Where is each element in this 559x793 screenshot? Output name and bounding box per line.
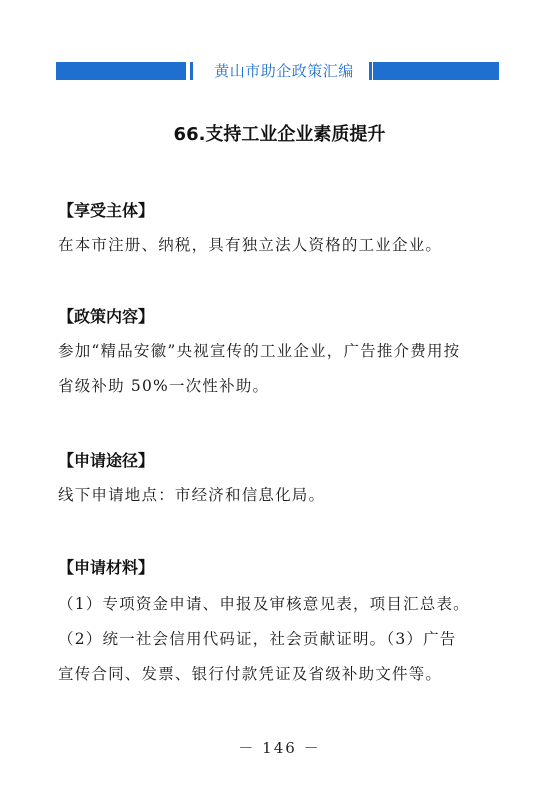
- header-divider-right: [369, 62, 372, 80]
- paragraph-line: 宣传合同、发票、银行付款凭证及省级补助文件等。: [58, 665, 443, 683]
- section-heading-beneficiary: 【享受主体】: [58, 201, 155, 220]
- paragraph-line: （2）统一社会信用代码证，社会贡献证明。（3）广告: [58, 630, 457, 648]
- paragraph-line: （1）专项资金申请、申报及审核意见表，项目汇总表。: [58, 595, 470, 613]
- header-divider-left: [190, 62, 193, 80]
- section-body-policy: [58, 334, 503, 404]
- section-heading-channel: 【申请途径】: [58, 451, 155, 470]
- section-heading-materials: 【申请材料】: [58, 558, 155, 577]
- header-title: 黄山市助企政策汇编: [214, 62, 354, 80]
- header-bar-right: [373, 62, 499, 80]
- section-heading-policy: 【政策内容】: [58, 307, 155, 326]
- document-header: [56, 62, 499, 80]
- paragraph-line: 线下申请地点：市经济和信息化局。: [58, 486, 326, 504]
- page-number: － 146 －: [238, 739, 321, 757]
- paragraph-line: 参加“精品安徽”央视宣传的工业企业，广告推介费用按: [58, 342, 461, 360]
- header-bar-left: [56, 62, 186, 80]
- section-body-beneficiary: [58, 228, 503, 263]
- document-title: 66.支持工业企业素质提升: [173, 124, 386, 145]
- paragraph-line: 省级补助 50%一次性补助。: [58, 377, 270, 395]
- section-body-channel: [58, 478, 503, 513]
- paragraph-line: 在本市注册、纳税，具有独立法人资格的工业企业。: [58, 236, 443, 254]
- section-body-materials: [58, 587, 503, 692]
